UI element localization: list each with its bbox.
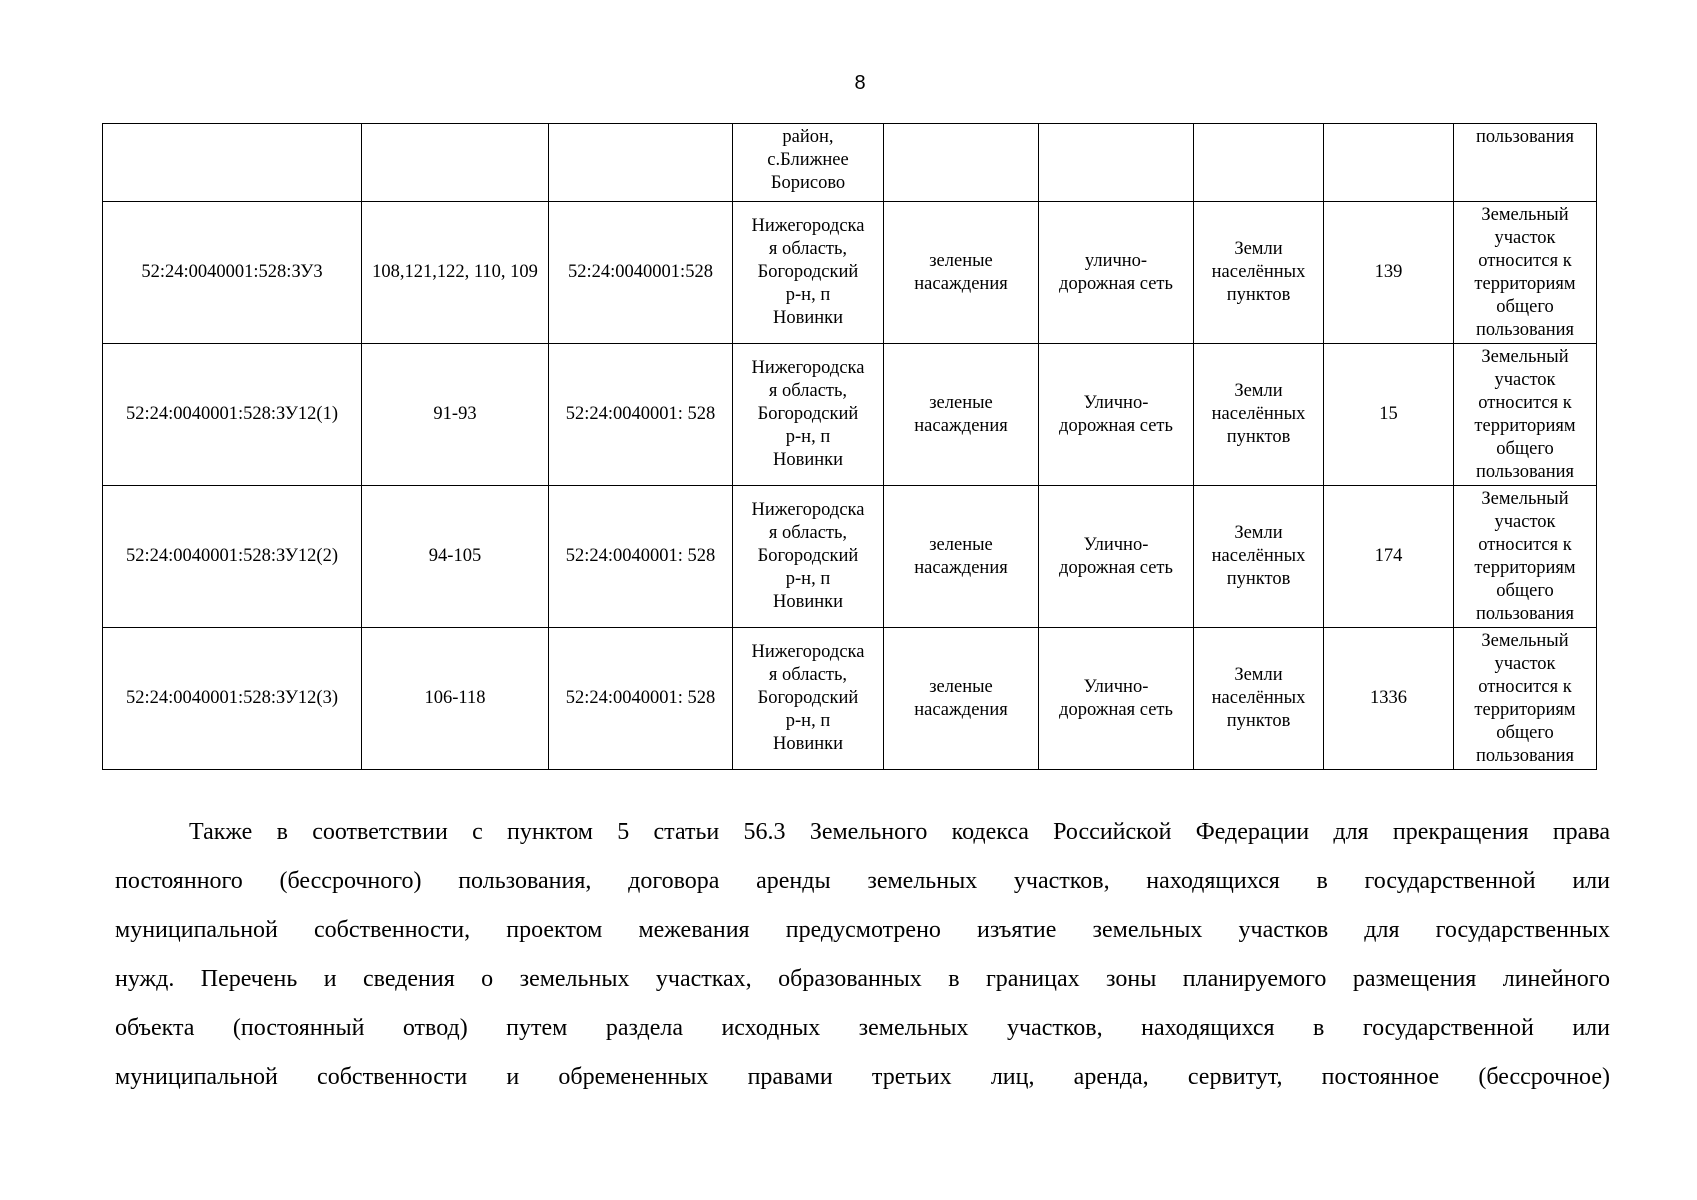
note-line: относится к [1478, 534, 1572, 555]
note-line: территориям [1474, 415, 1576, 436]
cell-land-category [1194, 124, 1324, 202]
note-line: территориям [1474, 699, 1576, 720]
address-line: Богородский [757, 546, 859, 566]
address-line: Богородский [757, 688, 859, 708]
land-category-line: Земли [1234, 239, 1283, 259]
cell-address [733, 344, 884, 486]
table-row [103, 486, 1597, 628]
cell-area: 174 [1324, 486, 1454, 628]
cell-cadastral-source: 52:24:0040001: 528 [549, 344, 733, 486]
cell-use [884, 124, 1039, 202]
land-category-line: пунктов [1226, 569, 1291, 589]
cell-area: 15 [1324, 344, 1454, 486]
land-plots-table [102, 123, 1597, 770]
cell-points: 94-105 [362, 486, 549, 628]
note-line: Земельный [1481, 346, 1569, 367]
table-row-continuation [103, 124, 1597, 202]
land-category-line: пунктов [1226, 427, 1291, 447]
address-line: район, [782, 127, 834, 147]
land-category-line: пунктов [1226, 285, 1291, 305]
use-line: насаждения [914, 415, 1008, 436]
use-line: зеленые [929, 534, 993, 555]
cell-note [1454, 628, 1597, 770]
purpose-line: Улично- [1083, 392, 1149, 413]
cell-points: 106-118 [362, 628, 549, 770]
cell-purpose [1039, 486, 1194, 628]
table-row [103, 202, 1597, 344]
address-line: р-н, п [785, 569, 831, 589]
cell-points [362, 124, 549, 202]
address-line: Богородский [757, 404, 859, 424]
cell-note [1454, 344, 1597, 486]
cell-area [1324, 124, 1454, 202]
cell-area: 1336 [1324, 628, 1454, 770]
use-line: зеленые [929, 250, 993, 271]
cell-purpose [1039, 344, 1194, 486]
paragraph-line: постоянного (бессрочного) пользования, договора аренды земельных участков, находящихся в государственной или [115, 868, 1610, 894]
cell-land-category [1194, 344, 1324, 486]
cell-address [733, 486, 884, 628]
address-line: Богородский [757, 262, 859, 282]
cell-cadastral-source: 52:24:0040001: 528 [549, 628, 733, 770]
address-line: я область, [768, 523, 848, 543]
address-line: с.Ближнее [767, 150, 849, 170]
cell-cadastral-source: 52:24:0040001: 528 [549, 486, 733, 628]
address-line: Новинки [772, 592, 844, 612]
land-category-line: населённых [1211, 262, 1306, 282]
cell-cadastral-new: 52:24:0040001:528:ЗУ12(1) [103, 344, 362, 486]
cell-points: 108,121,122, 110, 109 [362, 202, 549, 344]
cell-area: 139 [1324, 202, 1454, 344]
note-line: общего [1496, 580, 1554, 601]
land-category-line: Земли [1234, 665, 1283, 685]
note-line: территориям [1474, 557, 1576, 578]
address-line: Нижегородска [751, 500, 865, 520]
land-category-line: Земли [1234, 523, 1283, 543]
cell-cadastral-new: 52:24:0040001:528:ЗУ3 [103, 202, 362, 344]
address-line: я область, [768, 239, 848, 259]
note-line: общего [1496, 722, 1554, 743]
purpose-line: дорожная сеть [1059, 699, 1173, 720]
note-line: участок [1494, 227, 1556, 248]
cell-cadastral-source [549, 124, 733, 202]
cell-use [884, 628, 1039, 770]
note-line: пользования [1475, 745, 1575, 766]
cell-note [1454, 202, 1597, 344]
table-row [103, 628, 1597, 770]
note-line: пользования [1475, 603, 1575, 624]
note-line: Земельный [1481, 204, 1569, 225]
use-line: насаждения [914, 699, 1008, 720]
purpose-line: дорожная сеть [1059, 273, 1173, 294]
use-line: насаждения [914, 273, 1008, 294]
use-line: насаждения [914, 557, 1008, 578]
address-line: Новинки [772, 450, 844, 470]
cell-cadastral-new [103, 124, 362, 202]
note-line: пользования [1475, 127, 1575, 147]
cell-address [733, 202, 884, 344]
paragraph-line: Также в соответствии с пунктом 5 статьи 56.3 Земельного кодекса Российской Федерации для прекращения права [189, 819, 1610, 845]
table-row [103, 344, 1597, 486]
purpose-line: дорожная сеть [1059, 557, 1173, 578]
land-category-line: населённых [1211, 688, 1306, 708]
cell-purpose [1039, 628, 1194, 770]
note-line: пользования [1475, 461, 1575, 482]
address-line: Новинки [772, 308, 844, 328]
note-line: пользования [1475, 319, 1575, 340]
purpose-line: Улично- [1083, 676, 1149, 697]
body-paragraph [115, 808, 1610, 1102]
table-body [103, 124, 1597, 770]
note-line: территориям [1474, 273, 1576, 294]
note-line: общего [1496, 296, 1554, 317]
address-line: я область, [768, 381, 848, 401]
cell-address [733, 124, 884, 202]
use-line: зеленые [929, 392, 993, 413]
cell-note [1454, 124, 1597, 202]
paragraph-line: муниципальной собственности, проектом межевания предусмотрено изъятие земельных участков для государственных [115, 917, 1610, 943]
note-line: относится к [1478, 392, 1572, 413]
purpose-line: Улично- [1083, 534, 1149, 555]
note-line: относится к [1478, 250, 1572, 271]
cell-points: 91-93 [362, 344, 549, 486]
note-line: участок [1494, 511, 1556, 532]
address-line: Нижегородска [751, 216, 865, 236]
purpose-line: улично- [1084, 250, 1148, 271]
page-number: 8 [854, 72, 866, 94]
cell-cadastral-new: 52:24:0040001:528:ЗУ12(3) [103, 628, 362, 770]
paragraph-line: объекта (постоянный отвод) путем раздела исходных земельных участков, находящихся в государственной или [115, 1015, 1610, 1041]
cell-cadastral-source: 52:24:0040001:528 [549, 202, 733, 344]
cell-purpose [1039, 124, 1194, 202]
note-line: относится к [1478, 676, 1572, 697]
cell-use [884, 202, 1039, 344]
note-line: Земельный [1481, 630, 1569, 651]
paragraph-line: нужд. Перечень и сведения о земельных участках, образованных в границах зоны планируемого размещения линейного [115, 966, 1610, 992]
address-line: я область, [768, 665, 848, 685]
land-category-line: населённых [1211, 546, 1306, 566]
land-category-line: пунктов [1226, 711, 1291, 731]
land-category-line: Земли [1234, 381, 1283, 401]
land-category-line: населённых [1211, 404, 1306, 424]
cell-land-category [1194, 628, 1324, 770]
note-line: участок [1494, 653, 1556, 674]
cell-use [884, 486, 1039, 628]
address-line: Нижегородска [751, 642, 865, 662]
cell-land-category [1194, 486, 1324, 628]
address-line: Борисово [770, 173, 846, 193]
note-line: Земельный [1481, 488, 1569, 509]
use-line: зеленые [929, 676, 993, 697]
purpose-line: дорожная сеть [1059, 415, 1173, 436]
cell-cadastral-new: 52:24:0040001:528:ЗУ12(2) [103, 486, 362, 628]
address-line: р-н, п [785, 285, 831, 305]
note-line: участок [1494, 369, 1556, 390]
paragraph-line: муниципальной собственности и обремененных правами третьих лиц, аренда, сервитут, постоянное (бессрочное) [115, 1064, 1610, 1090]
cell-purpose [1039, 202, 1194, 344]
address-line: р-н, п [785, 427, 831, 447]
address-line: Новинки [772, 734, 844, 754]
cell-note [1454, 486, 1597, 628]
note-line: общего [1496, 438, 1554, 459]
cell-land-category [1194, 202, 1324, 344]
address-line: р-н, п [785, 711, 831, 731]
address-line: Нижегородска [751, 358, 865, 378]
cell-use [884, 344, 1039, 486]
cell-address [733, 628, 884, 770]
